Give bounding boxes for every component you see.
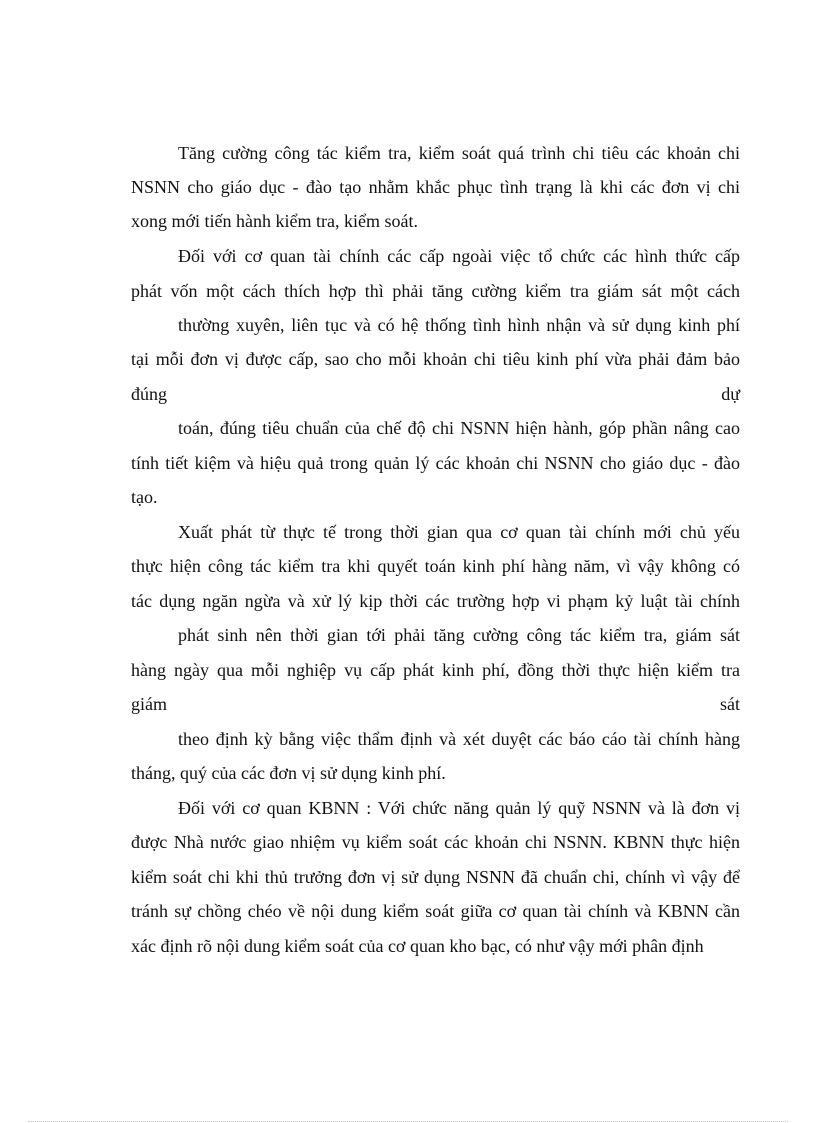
paragraph-1-line-1 — [0, 138, 816, 168]
paragraph-2-line-6 — [0, 413, 816, 443]
text-line: tạo. — [131, 487, 158, 507]
paragraph-4-line-1 — [0, 793, 816, 823]
text-line: toán, đúng tiêu chuẩn của chế độ chi NSNN hiện hành, góp phần nâng cao — [178, 418, 740, 438]
text-line: Đối với cơ quan KBNN : Với chức năng quản lý quỹ NSNN và là đơn vị — [178, 798, 740, 818]
page-bottom-rule — [28, 1121, 788, 1122]
paragraph-3-line-4 — [0, 620, 816, 650]
paragraph-1-line-3 — [0, 206, 816, 236]
text-line: tháng, quý của các đơn vị sử dụng kinh phí. — [131, 763, 446, 783]
text-word-right: dự — [721, 384, 740, 404]
paragraph-3-line-1 — [0, 517, 816, 547]
paragraph-2-line-4 — [0, 344, 816, 374]
paragraph-3-line-2 — [0, 551, 816, 581]
text-line: NSNN cho giáo dục - đào tạo nhằm khắc phục tình trạng là khi các đơn vị chi — [131, 177, 740, 197]
paragraph-4-line-4 — [0, 896, 816, 926]
text-line: tránh sự chồng chéo về nội dung kiểm soát giữa cơ quan tài chính và KBNN cần — [131, 901, 740, 921]
text-line: tính tiết kiệm và hiệu quả trong quản lý các khoản chi NSNN cho giáo dục - đào — [131, 453, 740, 473]
text-line: Đối với cơ quan tài chính các cấp ngoài việc tổ chức các hình thức cấp — [178, 246, 740, 266]
text-line: Xuất phát từ thực tế trong thời gian qua cơ quan tài chính mới chủ yếu — [178, 522, 740, 542]
paragraph-3-line-5 — [0, 655, 816, 685]
paragraph-2-line-5 — [0, 379, 816, 409]
paragraph-2-line-8 — [0, 482, 816, 512]
text-word-left: giám — [131, 694, 167, 714]
text-line: được Nhà nước giao nhiệm vụ kiểm soát các khoản chi NSNN. KBNN thực hiện — [131, 832, 740, 852]
paragraph-3-line-6 — [0, 689, 816, 719]
paragraph-2-line-1 — [0, 241, 816, 271]
text-line: phát vốn một cách thích hợp thì phải tăng cường kiểm tra giám sát một cách — [131, 281, 740, 301]
text-word-left: đúng — [131, 384, 167, 404]
text-line: xong mới tiến hành kiểm tra, kiểm soát. — [131, 211, 418, 231]
text-line: hàng ngày qua mỗi nghiệp vụ cấp phát kinh phí, đồng thời thực hiện kiểm tra — [131, 660, 740, 680]
text-line: thường xuyên, liên tục và có hệ thống tình hình nhận và sử dụng kinh phí — [178, 315, 740, 335]
paragraph-2-line-3 — [0, 310, 816, 340]
text-line: Tăng cường công tác kiểm tra, kiểm soát quá trình chi tiêu các khoản chi — [178, 143, 740, 163]
text-line: xác định rõ nội dung kiểm soát của cơ quan kho bạc, có như vậy mới phân định — [131, 936, 704, 956]
text-word-right: sát — [720, 694, 740, 714]
text-line: kiểm soát chi khi thủ trưởng đơn vị sử dụng NSNN đã chuẩn chi, chính vì vậy để — [131, 867, 740, 887]
paragraph-3-line-7 — [0, 724, 816, 754]
text-line: tại mỗi đơn vị được cấp, sao cho mỗi khoản chi tiêu kinh phí vừa phải đảm bảo — [131, 349, 740, 369]
text-line: theo định kỳ bằng việc thẩm định và xét duyệt các báo cáo tài chính hàng — [178, 729, 740, 749]
text-line: phát sinh nên thời gian tới phải tăng cường công tác kiểm tra, giám sát — [178, 625, 740, 645]
paragraph-1-line-2 — [0, 172, 816, 202]
paragraph-4-line-3 — [0, 862, 816, 892]
paragraph-4-line-2 — [0, 827, 816, 857]
text-line: tác dụng ngăn ngừa và xử lý kịp thời các trường hợp vi phạm kỷ luật tài chính — [131, 591, 740, 611]
paragraph-2-line-7 — [0, 448, 816, 478]
paragraph-3-line-8 — [0, 758, 816, 788]
paragraph-4-line-5 — [0, 931, 816, 961]
paragraph-3-line-3 — [0, 586, 816, 616]
paragraph-2-line-2 — [0, 276, 816, 306]
text-line: thực hiện công tác kiểm tra khi quyết toán kinh phí hàng năm, vì vậy không có — [131, 556, 740, 576]
